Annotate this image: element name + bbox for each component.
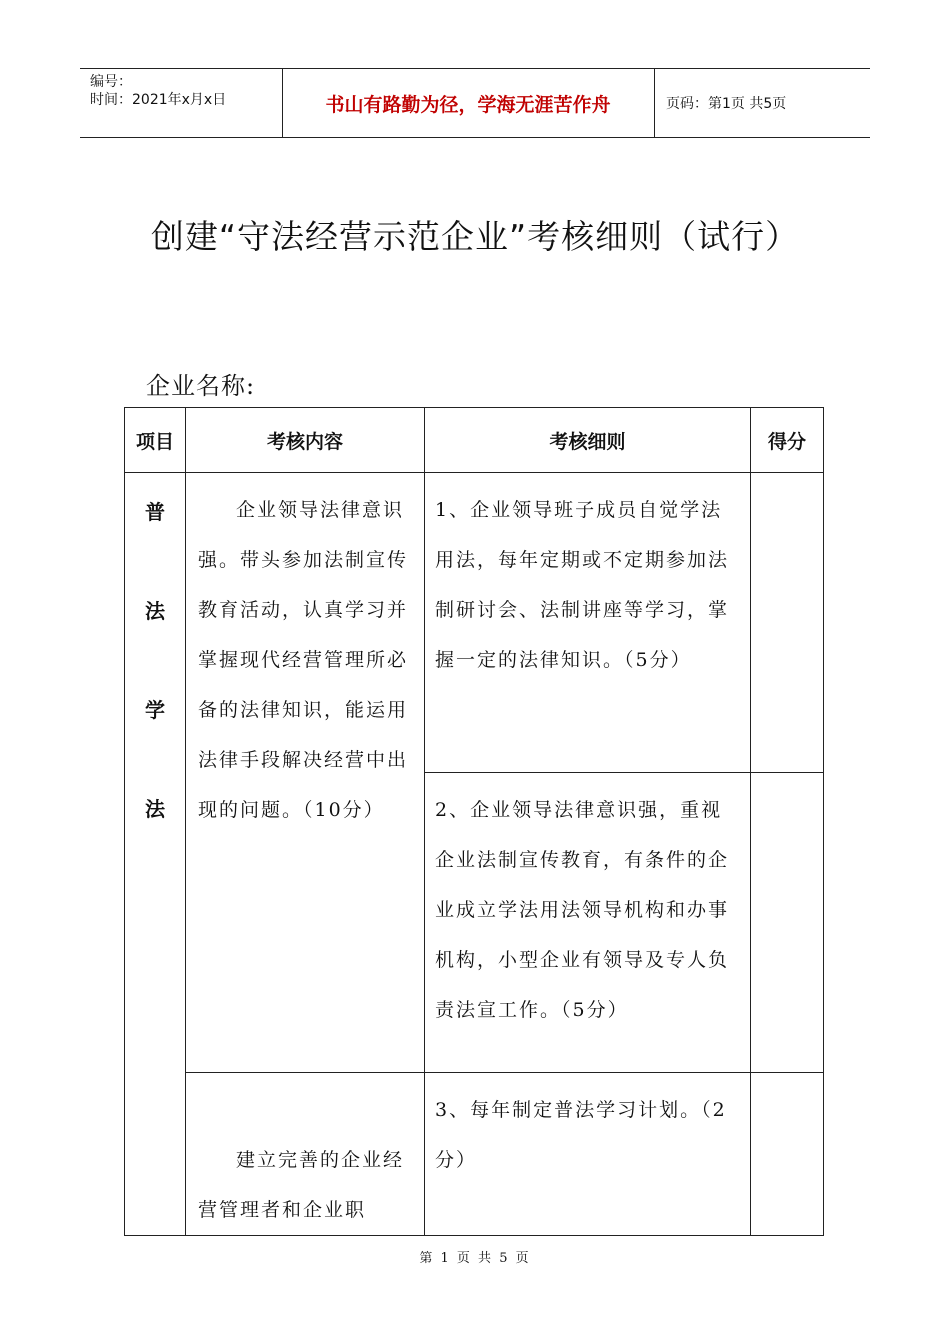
- rule-text: 2、企业领导法律意识强，重视企业法制宣传教育，有条件的企业成立学法用法领导机构和办事机构，小型企业有领导及专人负责法宣工作。（5分）: [435, 799, 730, 1021]
- rule-cell: [425, 1073, 751, 1236]
- header-motto: 书山有路勤为径，学海无涯苦作舟: [325, 93, 611, 116]
- header-page-info: 页码：第1页 共5页: [666, 96, 787, 112]
- table-header-row: [125, 408, 824, 473]
- item-cell: [125, 473, 186, 1236]
- header-item: 项目: [125, 408, 186, 473]
- header-score: 得分: [751, 408, 824, 473]
- rule-cell: [425, 473, 751, 773]
- item-char: 法: [145, 599, 165, 623]
- score-cell[interactable]: [751, 773, 824, 1073]
- table-row: [125, 473, 824, 773]
- table-row: [125, 1073, 824, 1236]
- serial-label: 编号：: [90, 74, 132, 90]
- header-divider: [654, 69, 655, 137]
- score-cell[interactable]: [751, 1073, 824, 1236]
- item-char: 法: [145, 797, 165, 821]
- header-content: 考核内容: [186, 408, 425, 473]
- company-name-label: 企业名称:: [146, 372, 256, 400]
- header-rule: 考核细则: [425, 408, 751, 473]
- rule-text: 1、企业领导班子成员自觉学法用法，每年定期或不定期参加法制研讨会、法制讲座等学习，掌握一定的法律知识。（5分）: [435, 499, 730, 671]
- content-text: 建立完善的企业经营管理者和企业职: [198, 1149, 405, 1221]
- time-label: 时间：2021年x月x日: [90, 92, 227, 108]
- rule-cell: [425, 773, 751, 1073]
- content-cell: [186, 473, 425, 1073]
- page-footer: 第 1 页 共 5 页: [419, 1251, 531, 1266]
- assessment-table: [124, 407, 824, 1236]
- content-cell: [186, 1073, 425, 1236]
- rule-text: 3、每年制定普法学习计划。（2分）: [435, 1099, 727, 1171]
- header-meta: [90, 73, 226, 109]
- item-char: 学: [145, 698, 165, 722]
- item-char: 普: [145, 500, 165, 524]
- score-cell[interactable]: [751, 473, 824, 773]
- page-header: [80, 68, 870, 138]
- document-title: 创建“守法经营示范企业”考核细则（试行）: [150, 217, 800, 256]
- content-text: 企业领导法律意识强。带头参加法制宣传教育活动，认真学习并掌握现代经营管理所必备的法律知识，能运用法律手段解决经营中出现的问题。（10分）: [198, 499, 409, 821]
